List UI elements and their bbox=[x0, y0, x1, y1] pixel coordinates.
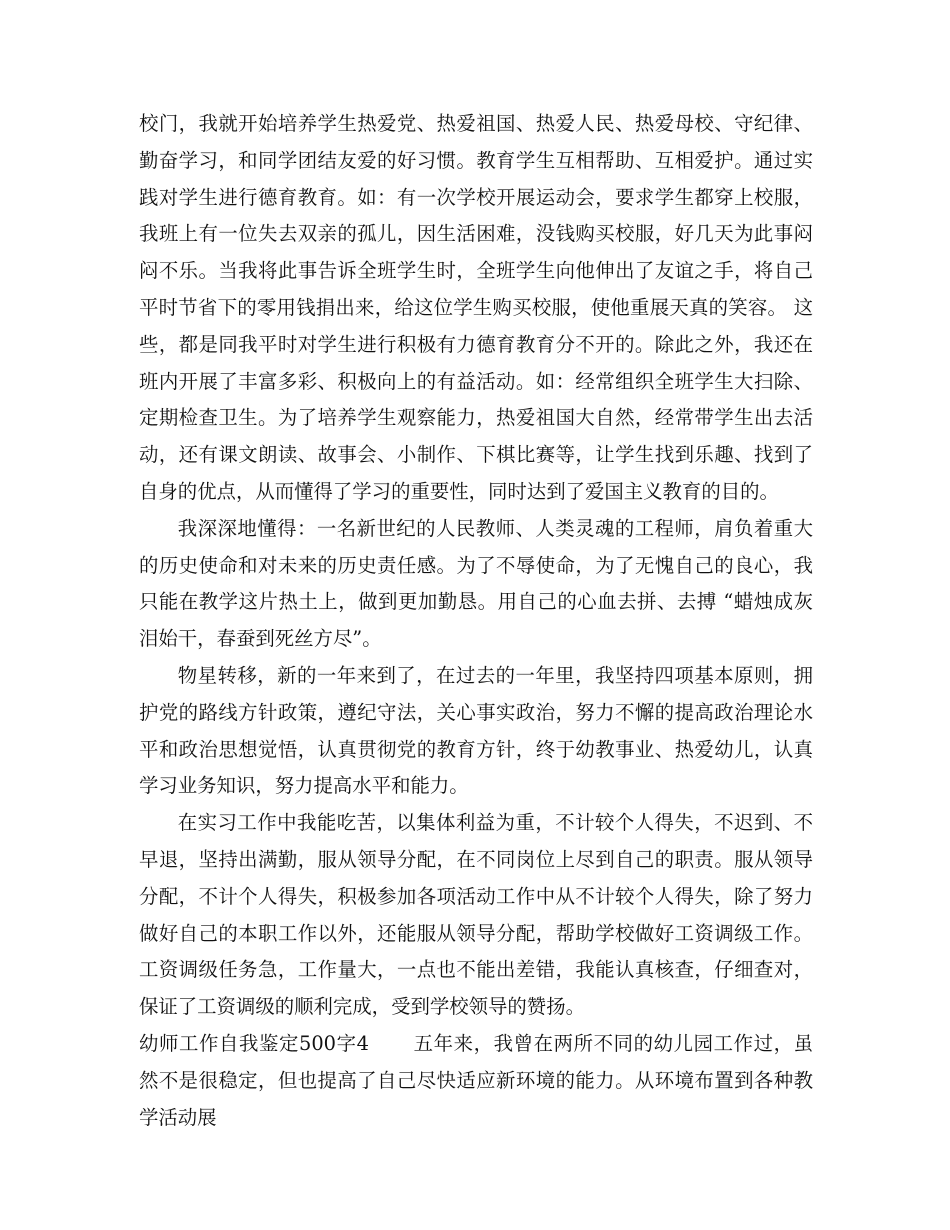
paragraph-3: 物星转移，新的一年来到了，在过去的一年里，我坚持四项基本原则，拥护党的路线方针政策，遵纪守法，关心事实政治，努力不懈的提高政治理论水平和政治思想觉悟，认真贯彻党的教育方针，终于幼教事业、热爱幼儿，认真学习业务知识，努力提高水平和能力。 bbox=[139, 663, 813, 798]
section-text: 五年来，我曾在两所不同的幼儿园工作过，虽然不是很稳定，但也提高了自己尽快适应新环境的能力。从环境布置到各种教学活动展 bbox=[139, 1031, 813, 1129]
paragraph-2: 我深深地懂得：一名新世纪的人民教师、人类灵魂的工程师，肩负着重大的历史使命和对未来的历史责任感。为了不辱使命，为了无愧自己的良心，我只能在教学这片热土上，做到更加勤恳。用自己的心血去拼、去搏 “蜡烛成灰泪始干，春蚕到死丝方尽”。 bbox=[139, 516, 813, 651]
section-heading: 幼师工作自我鉴定500字4 bbox=[139, 1031, 369, 1055]
section-paragraph bbox=[139, 1026, 813, 1136]
document-body bbox=[139, 106, 813, 1136]
paragraph-4: 在实习工作中我能吃苦，以集体利益为重，不计较个人得失，不迟到、不早退，坚持出满勤，服从领导分配，在不同岗位上尽到自己的职责。服从领导分配，不计个人得失，积极参加各项活动工作中从不计较个人得失，除了努力做好自己的本职工作以外，还能服从领导分配，帮助学校做好工资调级工作。工资调级任务急，工作量大，一点也不能出差错，我能认真核查，仔细查对，保证了工资调级的顺利完成，受到学校领导的赞扬。 bbox=[139, 811, 813, 1019]
paragraph-1: 校门，我就开始培养学生热爱党、热爱祖国、热爱人民、热爱母校、守纪律、勤奋学习，和同学团结友爱的好习惯。教育学生互相帮助、互相爱护。通过实践对学生进行德育教育。如：有一次学校开展运动会，要求学生都穿上校服，我班上有一位失去双亲的孤儿，因生活困难，没钱购买校服，好几天为此事闷闷不乐。当我将此事告诉全班学生时，全班学生向他伸出了友谊之手，将自己平时节省下的零用钱捐出来，给这位学生购买校服，使他重展天真的笑容。 这些，都是同我平时对学生进行积极有力德育教育分不开的。除此之外，我还在班内开展了丰富多彩、积极向上的有益活动。如：经常组织全班学生大扫除、定期检查卫生。为了培养学生观察能力，热爱祖国大自然，经常带学生出去活动，还有课文朗读、故事会、小制作、下棋比赛等，让学生找到乐趣、找到了自身的优点，从而懂得了学习的重要性，同时达到了爱国主义教育的目的。 bbox=[139, 112, 813, 503]
